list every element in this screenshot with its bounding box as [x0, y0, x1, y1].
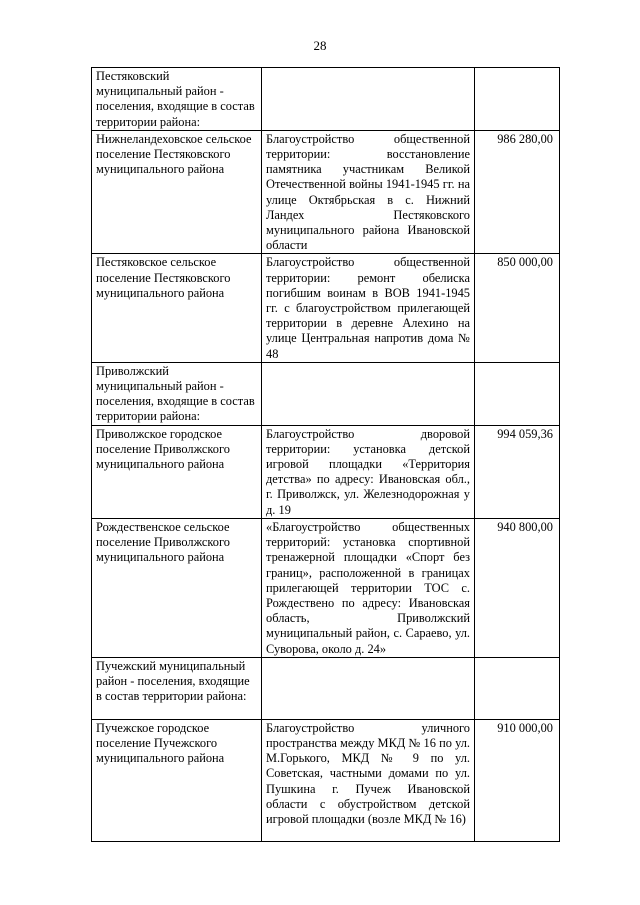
- settlement-name-cell: Рождественское сельское поселение Приволжского муниципального района: [92, 518, 262, 657]
- amount-cell: 850 000,00: [475, 254, 560, 362]
- empty-cell: [475, 657, 560, 719]
- empty-cell: [475, 68, 560, 131]
- table-row: [92, 130, 560, 254]
- empty-cell: [262, 657, 475, 719]
- table-row: [92, 657, 560, 719]
- empty-cell: [262, 362, 475, 425]
- project-description-cell: «Благоустройство общественных территорий: установка спортивной тренажерной площадки «Спорт без границ», расположенной в границах прилегающей территории ТОС с. Рождествено по адресу: Ивановская область, Приволжский муниципальный район, с. Сараево, ул. Суворова, около д. 24»: [262, 518, 475, 657]
- page-number: 28: [313, 38, 327, 53]
- settlement-name-cell: Нижнеландеховское сельское поселение Пестяковского муниципального района: [92, 130, 262, 254]
- district-header-cell: Пучежский муниципальный район - поселения, входящие в состав территории района:: [92, 657, 262, 719]
- table-row: [92, 719, 560, 841]
- project-description-cell: Благоустройство дворовой территории: установка детской игровой площадки «Территория детства» по адресу: Ивановская обл., г. Приволжск, ул. Железнодорожная у д. 19: [262, 425, 475, 518]
- table-row: [92, 254, 560, 362]
- settlement-name-cell: Пучежское городское поселение Пучежского муниципального района: [92, 719, 262, 841]
- project-description-cell: Благоустройство общественной территории: ремонт обелиска погибшим воинам в ВОВ 1941-1945 гг. с благоустройством прилегающей территории в деревне Алехино на улице Центральная напротив дома № 48: [262, 254, 475, 362]
- settlement-name-cell: Приволжское городское поселение Приволжского муниципального района: [92, 425, 262, 518]
- empty-cell: [475, 362, 560, 425]
- table-row: [92, 518, 560, 657]
- district-header-cell: Приволжский муниципальный район - поселения, входящие в состав территории района:: [92, 362, 262, 425]
- amount-cell: 940 800,00: [475, 518, 560, 657]
- amount-cell: 910 000,00: [475, 719, 560, 841]
- amount-cell: 994 059,36: [475, 425, 560, 518]
- settlement-name-cell: Пестяковское сельское поселение Пестяковского муниципального района: [92, 254, 262, 362]
- funding-table: [91, 67, 560, 842]
- district-header-cell: Пестяковский муниципальный район - поселения, входящие в состав территории района:: [92, 68, 262, 131]
- amount-cell: 986 280,00: [475, 130, 560, 254]
- project-description-cell: Благоустройство уличного пространства между МКД № 16 по ул. М.Горького, МКД № 9 по ул. Советская, частными домами по ул. Пушкина г. Пучеж Ивановской области с обустройством детской игровой площадки (возле МКД № 16): [262, 719, 475, 841]
- table-row: [92, 362, 560, 425]
- empty-cell: [262, 68, 475, 131]
- table-row: [92, 68, 560, 131]
- table-row: [92, 425, 560, 518]
- project-description-cell: Благоустройство общественной территории: восстановление памятника участникам Великой Отечественной войны 1941-1945 гг. на улице Октябрьская в с. Нижний Ландех Пестяковского муниципального района Ивановской области: [262, 130, 475, 254]
